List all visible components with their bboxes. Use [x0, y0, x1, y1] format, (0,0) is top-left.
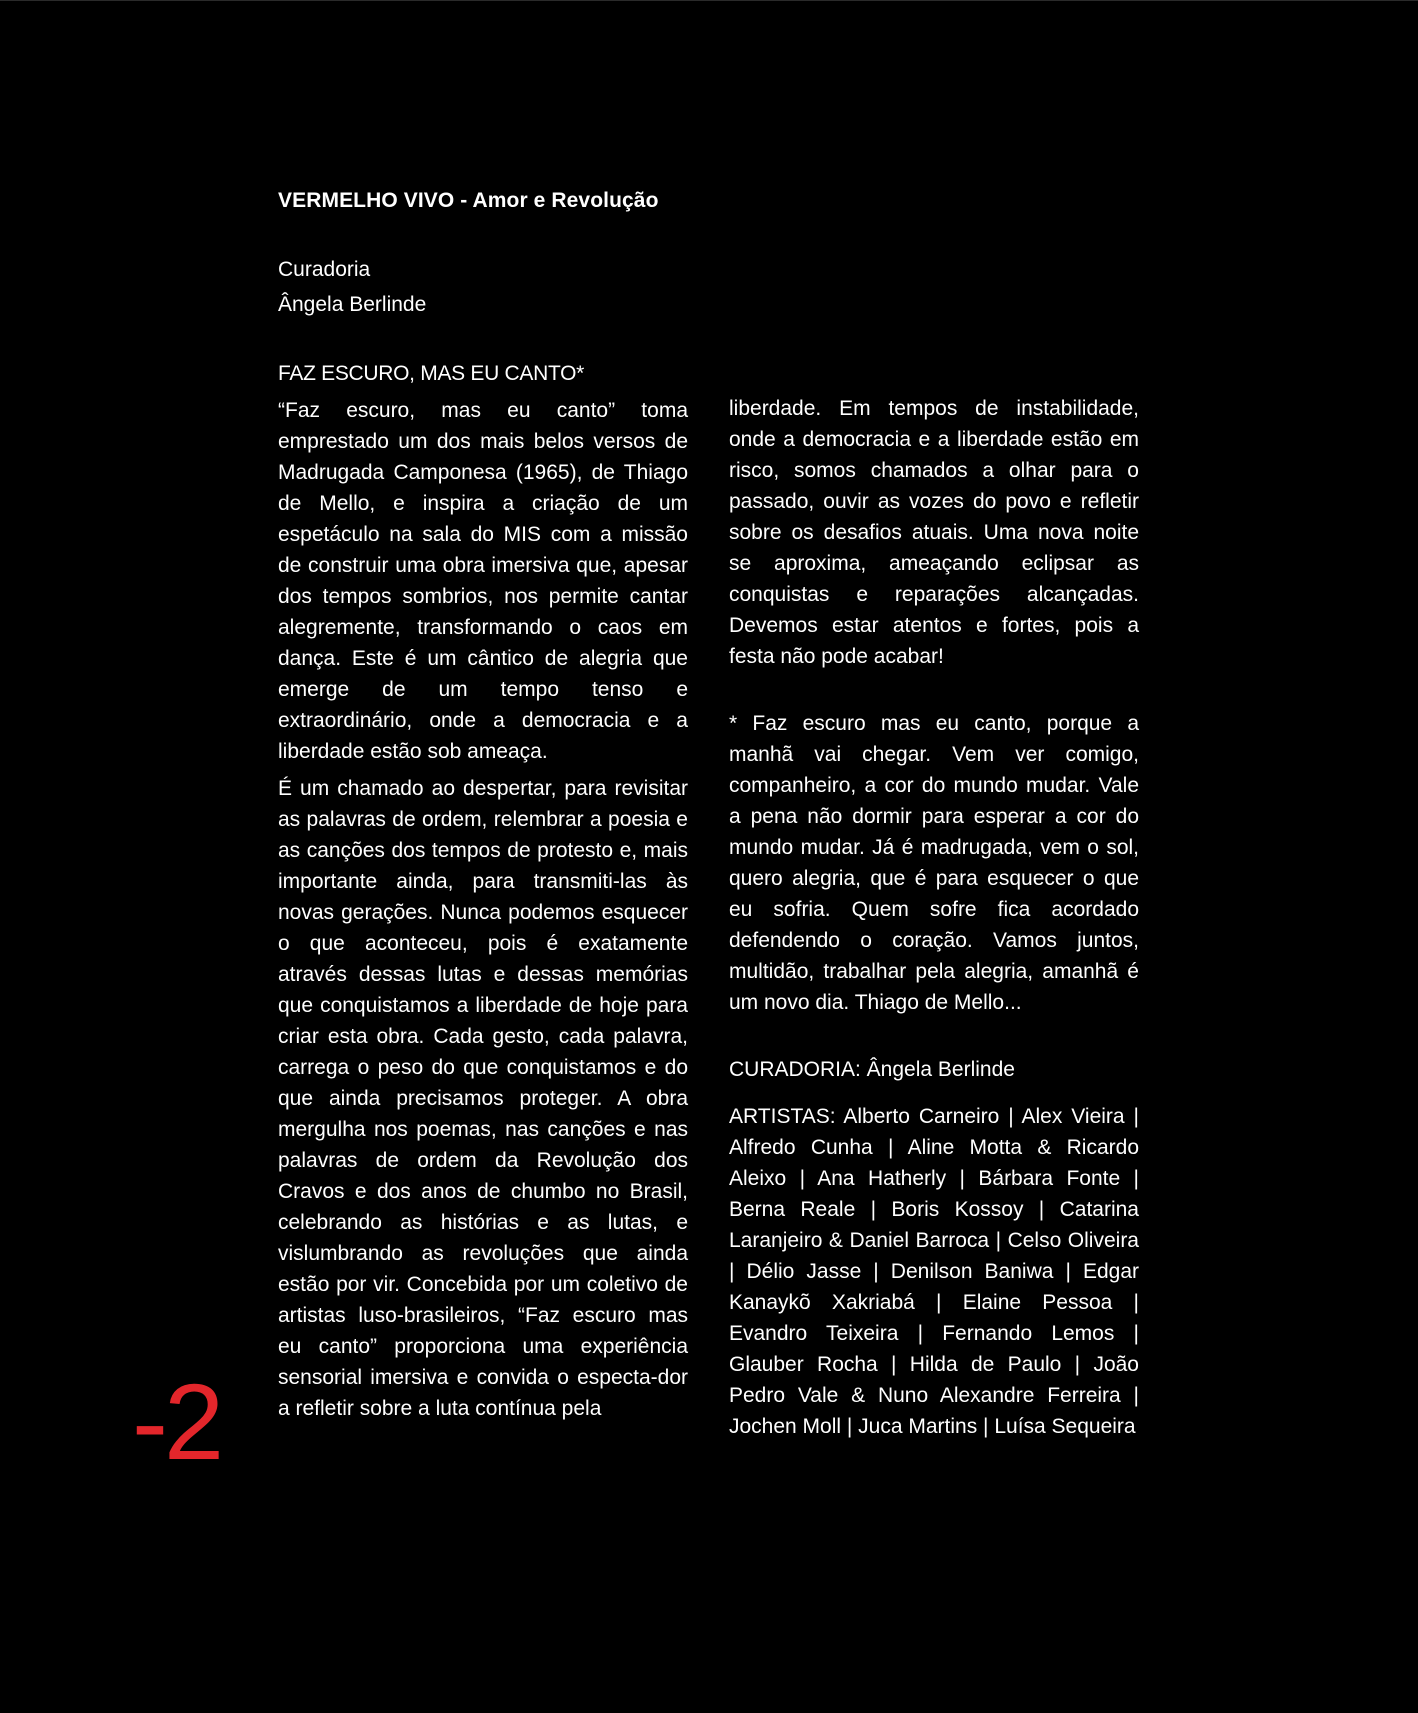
curator-name: Ângela Berlinde	[278, 293, 427, 316]
section-heading: FAZ ESCURO, MAS EU CANTO*	[278, 362, 584, 385]
artists-list: ARTISTAS: Alberto Carneiro | Alex Vieira | Alfredo Cunha | Aline Motta & Ricardo Aleixo | Ana Hatherly | Bárbara Fonte | Berna Reale | Boris Kossoy | Catarina Laranjeiro & Daniel Barroca | Celso Oliveira | Délio Jasse | Denilson Baniwa | Edgar Kanaykõ Xakriabá | Elaine Pessoa | Evandro Teixeira | Fernando Lemos | Glauber Rocha | Hilda de Paulo | João Pedro Vale & Nuno Alexandre Ferreira | Jochen Moll | Juca Martins | Luísa Sequeira	[729, 1105, 1139, 1438]
document-title: VERMELHO VIVO - Amor e Revolução	[278, 189, 659, 212]
footnote-paragraph: * Faz escuro mas eu canto, porque a manhã vai chegar. Vem ver comigo, companheiro, a cor do mundo mudar. Vale a pena não dormir para esperar a cor do mundo mudar. Já é madrugada, vem o sol, quero alegria, que é para esquecer o que eu sofria. Quem sofre fica acordado defendendo o coração. Vamos juntos, multidão, trabalhar pela alegria, amanhã é um novo dia. Thiago de Mello...	[729, 712, 1139, 1014]
top-border-line	[0, 0, 1418, 1]
curator-label: Curadoria	[278, 258, 371, 281]
page-number: -2	[132, 1361, 221, 1482]
body-paragraph-1: “Faz escuro, mas eu canto” toma emprestado um dos mais belos versos de Madrugada Camponesa (1965), de Thiago de Mello, e inspira a criação de um espetáculo na sala do MIS com a missão de construir uma obra imersiva que, apesar dos tempos sombrios, nos permite cantar alegremente, transformando o caos em dança. Este é um cântico de alegria que emerge de um tempo tenso e extraordinário, onde a democracia e a liberdade estão sob ameaça.	[278, 399, 688, 763]
text-column-right	[729, 393, 1139, 1442]
body-paragraph-2: É um chamado ao despertar, para revisitar as palavras de ordem, relembrar a poesia e as canções dos tempos de protesto e, mais importante ainda, para transmiti-las às novas gerações. Nunca podemos esquecer o que aconteceu, pois é exatamente através dessas lutas e dessas memórias que conquistamos a liberdade de hoje para criar esta obra. Cada gesto, cada palavra, carrega o peso do que conquistamos e do que ainda precisamos proteger. A obra mergulha nos poemas, nas canções e nas palavras de ordem da Revolução dos Cravos e dos anos de chumbo no Brasil, celebrando as histórias e as lutas, e vislumbrando as revoluções que ainda estão por vir. Concebida por um coletivo de artistas luso-brasileiros, “Faz escuro mas eu canto” proporciona uma experiência sensorial imersiva e convida o especta-dor a refletir sobre a luta contínua pela	[278, 777, 688, 1420]
body-paragraph-continued: liberdade. Em tempos de instabilidade, onde a democracia e a liberdade estão em risco, somos chamados a olhar para o passado, ouvir as vozes do povo e refletir sobre os desafios atuais. Uma nova noite se aproxima, ameaçando eclipsar as conquistas e reparações alcançadas. Devemos estar atentos e fortes, pois a festa não pode acabar!	[729, 397, 1139, 668]
curator-credits	[278, 252, 698, 322]
document-header	[278, 186, 698, 322]
curadoria-line: CURADORIA: Ângela Berlinde	[729, 1058, 1015, 1081]
text-column-left	[278, 358, 688, 1430]
